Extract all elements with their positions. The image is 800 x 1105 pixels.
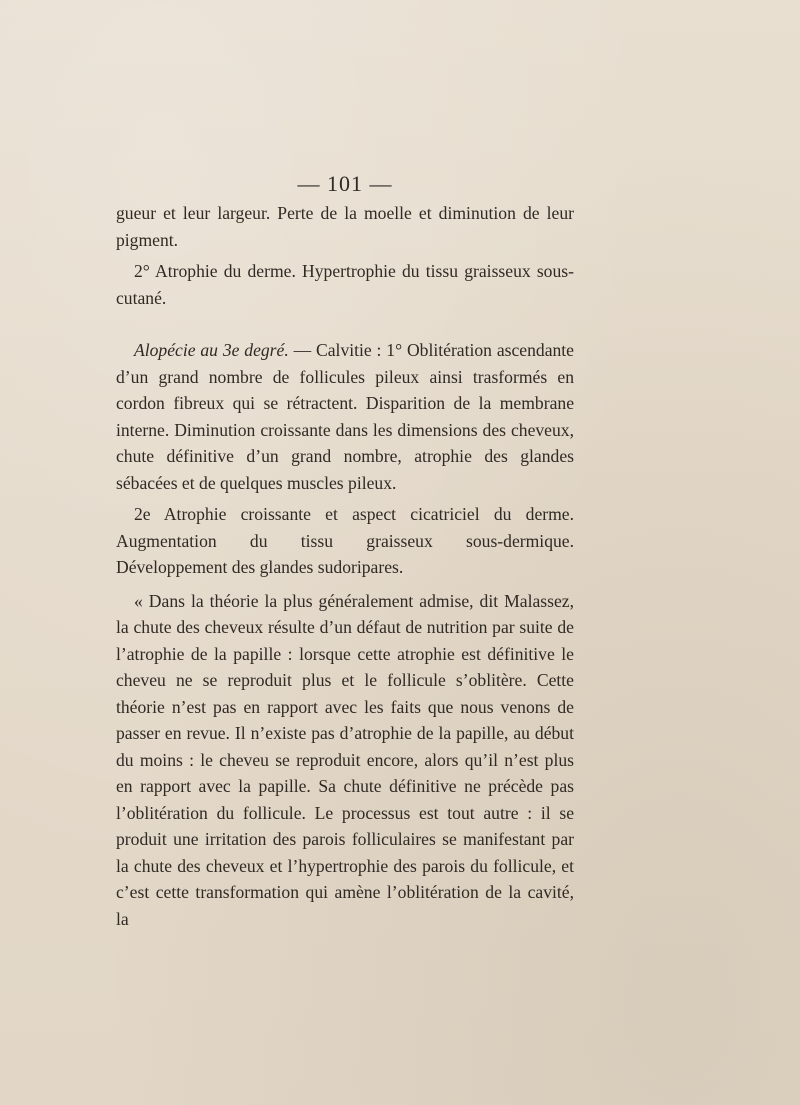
alopecia-text: — Calvitie : 1° Oblitération ascendante d’un grand nombre de follicules pileux ainsi trasformés en cordon fibreux qui se rétractent. Disparition de la membrane interne. Diminution croissante dans les dimensions des cheveux, chute définitive d’un grand nombre, atrophie des glandes sébacées et de quelques muscles pileux. (116, 340, 574, 493)
paragraph-croissante-atrophy: 2e Atrophie croissante et aspect cicatriciel du derme. Augmentation du tissu graisseux sous-dermique. Développement des glandes sudoripares. (116, 504, 574, 577)
paragraph-malassez-quote: « Dans la théorie la plus généralement admise, dit Malassez, la chute des cheveux résulte d’un défaut de nutrition par suite de l’atrophie de la papille : lorsque cette atrophie est définitive le cheveu ne se reproduit plus et le follicule s’oblitère. Cette théorie n’est pas en rapport avec les faits que nous venons de passer en revue. Il n’existe pas d’atrophie de la papille, au début du moins : le cheveu se reproduit encore, alors qu’il n’est plus en rapport avec la papille. Sa chute définitive ne précède pas l’oblitération du follicule. Le processus est tout autre : il se produit une irritation des parois folliculaires se manifestant par la chute des cheveux et l’hypertrophie des parois du follicule, et c’est cette transformation qui amène l’oblitération de la cavité, la (116, 590, 574, 929)
paragraph-derme-atrophy: 2° Atrophie du derme. Hypertrophie du tissu graisseux sous-cutané. (116, 261, 574, 308)
alopecia-heading: Alopécie au 3e degré. (134, 340, 289, 360)
paragraph-alopecia-third-degree (116, 337, 574, 496)
continuation-paragraph: gueur et leur largeur. Perte de la moelle et diminution de leur pigment. (116, 203, 574, 250)
body-text (116, 200, 574, 932)
page-number: — 101 — (297, 171, 393, 196)
